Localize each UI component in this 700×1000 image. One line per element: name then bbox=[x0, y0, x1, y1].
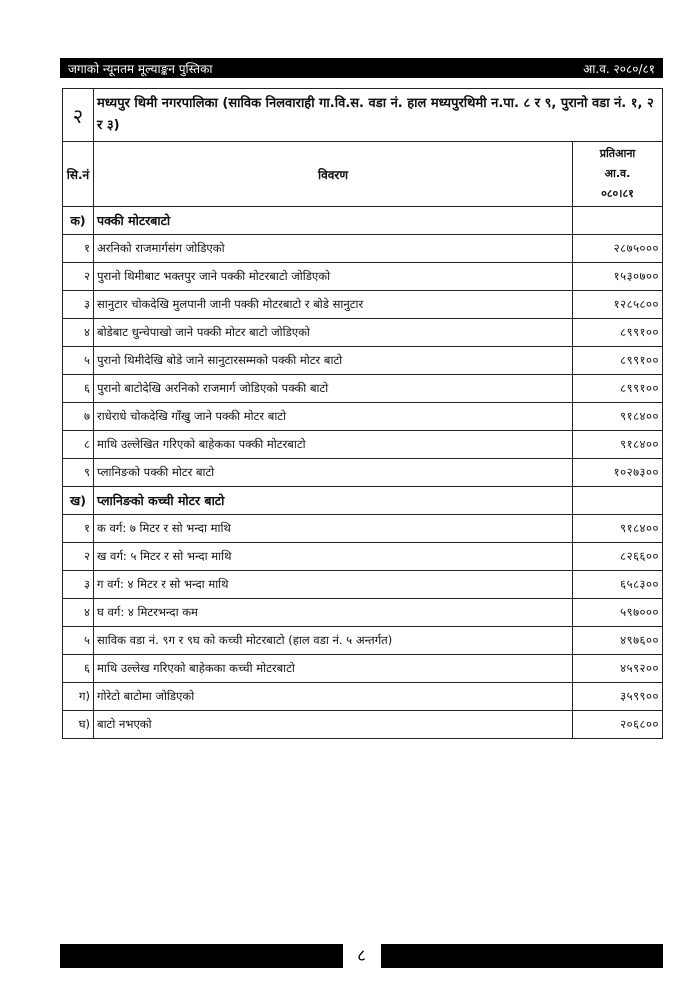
table-row bbox=[63, 515, 663, 543]
table-row bbox=[63, 291, 663, 319]
price-cell: ३५९९०० bbox=[573, 683, 663, 711]
price-header-line-2: आ.व. bbox=[604, 167, 631, 180]
serial-number-cell: ३ bbox=[63, 291, 94, 319]
description-cell: घ वर्ग: ४ मिटरभन्दा कम bbox=[94, 599, 573, 627]
price-cell: १२८५८०० bbox=[573, 291, 663, 319]
serial-number-cell: २ bbox=[63, 543, 94, 571]
price-cell bbox=[573, 487, 663, 515]
table-row bbox=[63, 347, 663, 375]
table-row bbox=[63, 711, 663, 739]
serial-number-header: सि.नं bbox=[63, 142, 94, 207]
serial-number-cell: ५ bbox=[63, 347, 94, 375]
column-header-row bbox=[63, 142, 663, 207]
description-cell: ख वर्ग: ५ मिटर र सो भन्दा माथि bbox=[94, 543, 573, 571]
description-cell: माथि उल्लेखित गरिएको बाहेकका पक्की मोटरबाटो bbox=[94, 431, 573, 459]
description-cell: राधेराधे चोकदेखि गाँखु जाने पक्की मोटर बाटो bbox=[94, 403, 573, 431]
price-cell bbox=[573, 207, 663, 235]
serial-number-cell: ग) bbox=[63, 683, 94, 711]
price-header bbox=[573, 142, 663, 207]
price-cell: ८९९१०० bbox=[573, 347, 663, 375]
price-header-line-1: प्रतिआना bbox=[599, 147, 636, 160]
section-number: २ bbox=[63, 89, 94, 142]
table-row bbox=[63, 319, 663, 347]
price-cell: ८९९१०० bbox=[573, 319, 663, 347]
price-cell: २०६८०० bbox=[573, 711, 663, 739]
page-number: ८ bbox=[341, 944, 383, 968]
serial-number-cell: १ bbox=[63, 515, 94, 543]
booklet-title: जगाको न्यूनतम मूल्याङ्कन पुस्तिका bbox=[68, 61, 213, 76]
serial-number-cell: ख) bbox=[63, 487, 94, 515]
serial-number-cell: २ bbox=[63, 263, 94, 291]
serial-number-cell: क) bbox=[63, 207, 94, 235]
price-cell: ४५९२०० bbox=[573, 655, 663, 683]
description-cell: गोरेटो बाटोमा जोडिएको bbox=[94, 683, 573, 711]
price-cell: ८२६६०० bbox=[573, 543, 663, 571]
serial-number-cell: ४ bbox=[63, 319, 94, 347]
serial-number-cell: ९ bbox=[63, 459, 94, 487]
header-bar bbox=[60, 58, 663, 78]
section-row bbox=[63, 207, 663, 235]
title-row bbox=[63, 89, 663, 142]
table-row bbox=[63, 375, 663, 403]
price-cell: ९१८४०० bbox=[573, 515, 663, 543]
description-cell: सानुटार चोकदेखि मुलपानी जानी पक्की मोटरबाटो र बोडे सानुटार bbox=[94, 291, 573, 319]
description-cell: साविक वडा नं. ९ग र ९घ को कच्ची मोटरबाटो (हाल वडा नं. ५ अन्तर्गत) bbox=[94, 627, 573, 655]
price-cell: ९१८४०० bbox=[573, 431, 663, 459]
table-row bbox=[63, 571, 663, 599]
description-cell: माथि उल्लेख गरिएको बाहेकका कच्ची मोटरबाटो bbox=[94, 655, 573, 683]
serial-number-cell: ४ bbox=[63, 599, 94, 627]
price-cell: १०२७३०० bbox=[573, 459, 663, 487]
description-cell: अरनिको राजमार्गसंग जोडिएको bbox=[94, 235, 573, 263]
serial-number-cell: ७ bbox=[63, 403, 94, 431]
description-cell: प्लानिङको पक्की मोटर बाटो bbox=[94, 459, 573, 487]
price-cell: २८७५००० bbox=[573, 235, 663, 263]
description-header: विवरण bbox=[94, 142, 573, 207]
description-cell: प्लानिङको कच्ची मोटर बाटो bbox=[94, 487, 573, 515]
description-cell: पुरानो थिमीदेखि बोडे जाने सानुटारसम्मको पक्की मोटर बाटो bbox=[94, 347, 573, 375]
price-cell: ५९७००० bbox=[573, 599, 663, 627]
footer-bar bbox=[60, 944, 663, 968]
description-cell: ग वर्ग: ४ मिटर र सो भन्दा माथि bbox=[94, 571, 573, 599]
description-cell: पुरानो थिमीबाट भक्तपुर जाने पक्की मोटरबाटो जोडिएको bbox=[94, 263, 573, 291]
table-row bbox=[63, 599, 663, 627]
price-cell: ४९७६०० bbox=[573, 627, 663, 655]
table-row bbox=[63, 627, 663, 655]
description-cell: बोडेबाट धुन्चेपाखो जाने पक्की मोटर बाटो जोडिएको bbox=[94, 319, 573, 347]
table-row bbox=[63, 543, 663, 571]
serial-number-cell: १ bbox=[63, 235, 94, 263]
price-cell: ८९९१०० bbox=[573, 375, 663, 403]
valuation-table bbox=[62, 88, 663, 739]
table-row bbox=[63, 683, 663, 711]
table-row bbox=[63, 459, 663, 487]
serial-number-cell: ५ bbox=[63, 627, 94, 655]
price-cell: ९१८४०० bbox=[573, 403, 663, 431]
description-cell: क वर्ग: ७ मिटर र सो भन्दा माथि bbox=[94, 515, 573, 543]
section-title: मध्यपुर थिमी नगरपालिका (साविक निलवाराही गा.वि.स. वडा नं. हाल मध्यपुरथिमी न.पा. ८ र ९, पुरानो वडा नं. १, २ र ३) bbox=[94, 89, 663, 142]
table-body bbox=[63, 89, 663, 739]
table-row bbox=[63, 235, 663, 263]
description-cell: पक्की मोटरबाटो bbox=[94, 207, 573, 235]
description-cell: पुरानो बाटोदेखि अरनिको राजमार्ग जोडिएको पक्की बाटो bbox=[94, 375, 573, 403]
serial-number-cell: घ) bbox=[63, 711, 94, 739]
fiscal-year: आ.व. २०८०/८१ bbox=[583, 61, 655, 76]
section-row bbox=[63, 487, 663, 515]
serial-number-cell: ६ bbox=[63, 375, 94, 403]
table-row bbox=[63, 263, 663, 291]
price-cell: ६५८३०० bbox=[573, 571, 663, 599]
table-row bbox=[63, 403, 663, 431]
serial-number-cell: ८ bbox=[63, 431, 94, 459]
table-row bbox=[63, 655, 663, 683]
serial-number-cell: ६ bbox=[63, 655, 94, 683]
table-row bbox=[63, 431, 663, 459]
price-cell: १५३०७०० bbox=[573, 263, 663, 291]
serial-number-cell: ३ bbox=[63, 571, 94, 599]
description-cell: बाटो नभएको bbox=[94, 711, 573, 739]
price-header-line-3: ०८०।८१ bbox=[601, 187, 634, 200]
